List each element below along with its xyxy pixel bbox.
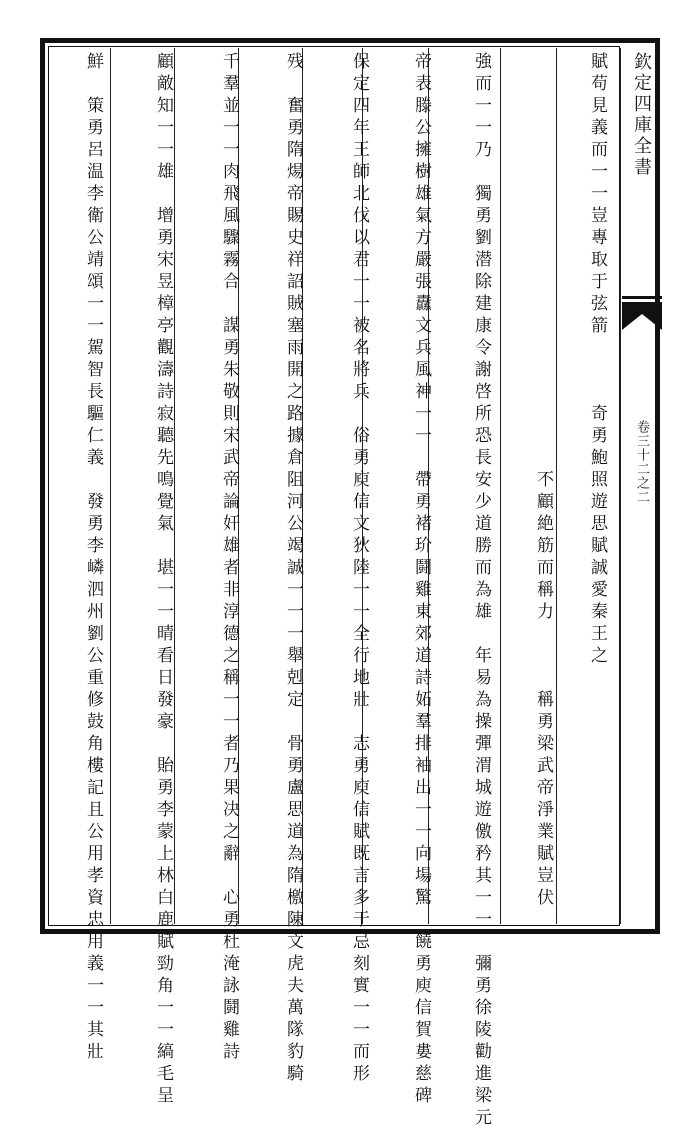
text-column-1: 賦苟見義而一一豈專取于弦箭 奇勇鮑照遊思賦誠愛秦王之 <box>587 52 607 668</box>
volume-label: 卷三十二之二 <box>634 420 649 504</box>
text-column-7: 千羣並一一肉飛風驟霧合 謀勇朱敬則宋武帝論奸雄者非淳德之稱一一者乃果决之辭 心勇杜淹詠鬪雞詩 <box>219 52 239 1064</box>
text-column-3: 強而一一乃 獨勇劉潜除建康令謝啓所恐長安少道勝而為雄 年易為操彈渭城遊儌矜其一一 彌勇徐陵勸進梁元 <box>471 52 491 1130</box>
text-column-5: 保定四年王師北伐以君一一被名將兵 俗勇庾信文狄陸一一全行地壯 志勇庾信賦既言多于忌刻實一一而形 <box>349 52 369 1086</box>
book-title: 欽定四庫全書 <box>631 52 652 178</box>
text-column-2: 不顧絶筋而稱力 稱勇梁武帝淨業賦豈伏 <box>533 52 553 910</box>
column-rule <box>620 48 621 924</box>
text-column-4: 帝表滕公擁樹雄氣方嚴張纛文兵風神一一 帶勇褚玠鬪雞東郊道詩妬羣排袖出一一向場驚 饒勇庾信賀婁慈碑 <box>411 52 431 1108</box>
text-column-9: 鮮 策勇呂温李衛公靖頌一一駕智長驅仁義 發勇李嶙泗州劉公重修鼓角樓記且公用孝資忠用義一一其壯 <box>83 52 103 1064</box>
head-divider <box>622 296 662 299</box>
text-column-8: 顧敵知一一雄 增勇宋昱樟亭觀濤詩寂聽先鳴覺氣 堪一一晴看日發豪 貽勇李蒙上林白鹿賦勁角一一縞毛呈 <box>153 52 173 1108</box>
fishtail-mark-icon <box>622 302 662 338</box>
text-column-6: 残 奮勇隋煬帝賜史祥詔賊塞雨開之路據倉阻河公竭誠一一一舉剋定 骨勇盧思道為隋檄陳文虎夫萬隊豹騎 <box>283 52 303 1086</box>
